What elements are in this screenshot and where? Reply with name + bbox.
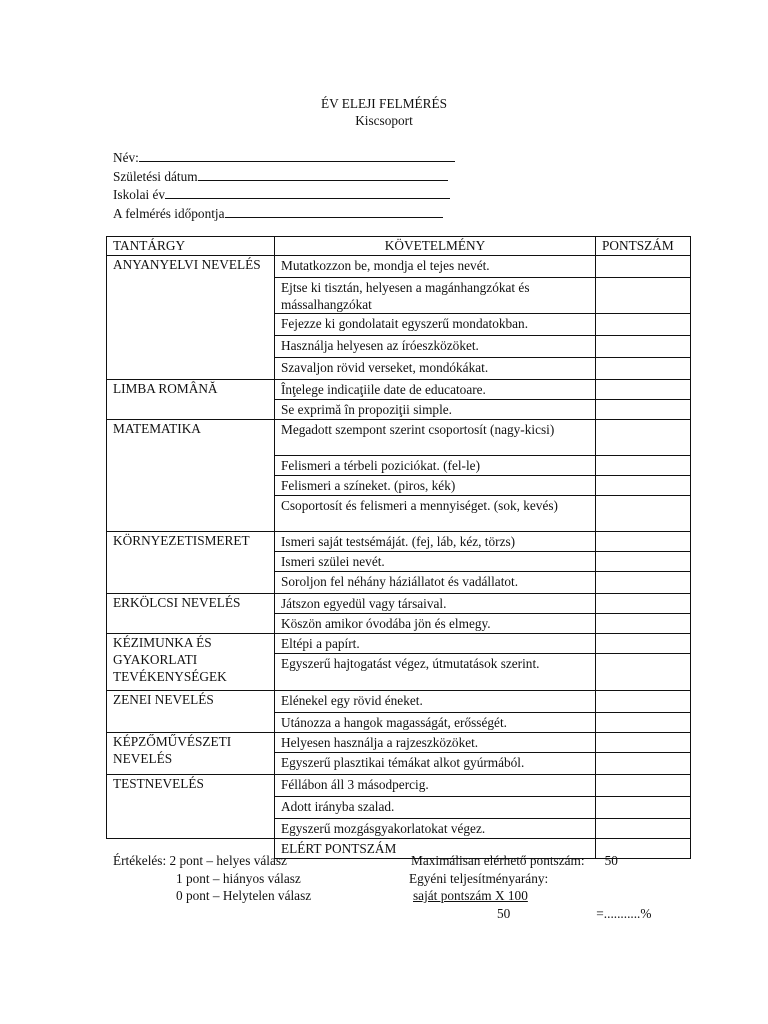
subject-cell: MATEMATIKA (107, 420, 275, 532)
score-cell[interactable] (596, 552, 691, 572)
requirement-cell: Mutatkozzon be, mondja el tejes nevét. (275, 256, 596, 278)
score-cell[interactable] (596, 420, 691, 456)
subject-cell: ZENEI NEVELÉS (107, 691, 275, 733)
evaluation-line: 0 pont – Helytelen válasz (176, 888, 312, 903)
header-subject: TANTÁRGY (107, 237, 275, 256)
header-score: PONTSZÁM (596, 237, 691, 256)
requirement-cell: Felismeri a színeket. (piros, kék) (275, 476, 596, 496)
score-cell[interactable] (596, 380, 691, 400)
table-row (107, 594, 691, 614)
score-cell[interactable] (596, 400, 691, 420)
score-cell[interactable] (596, 572, 691, 594)
birthdate-blank[interactable] (198, 167, 448, 181)
subject-cell: KÖRNYEZETISMERET (107, 532, 275, 594)
header-requirement: KÖVETELMÉNY (275, 237, 596, 256)
requirement-cell: Egyszerű plasztikai témákat alkot gyúrmából. (275, 753, 596, 775)
table-row (107, 691, 691, 713)
requirement-cell: Utánozza a hangok magasságát, erősségét. (275, 713, 596, 733)
assessment-date-blank[interactable] (225, 204, 443, 218)
table-row (107, 256, 691, 278)
evaluation-legend (113, 852, 311, 905)
requirement-cell: Egyszerű mozgásgyakorlatokat végez. (275, 819, 596, 839)
score-cell[interactable] (596, 819, 691, 839)
school-year-label: Iskolai év (113, 187, 166, 202)
requirement-cell: Csoportosít és felismeri a mennyiséget. (sok, kevés) (275, 496, 596, 532)
requirement-cell: Egyszerű hajtogatást végez, útmutatások szerint. (275, 654, 596, 691)
requirement-cell: Eltépi a papírt. (275, 634, 596, 654)
subject-cell: KÉPZŐMŰVÉSZETI NEVELÉS (107, 733, 275, 775)
requirement-cell: Játszon egyedül vagy társaival. (275, 594, 596, 614)
score-cell[interactable] (596, 634, 691, 654)
requirement-cell: Fejezze ki gondolatait egyszerű mondatokban. (275, 314, 596, 336)
assessment-date-label: A felmérés időpontja (113, 205, 225, 221)
score-cell[interactable] (596, 496, 691, 532)
requirement-cell: Ismeri szülei nevét. (275, 552, 596, 572)
table-header-row (107, 237, 691, 256)
table-row (107, 420, 691, 456)
requirement-cell: Soroljon fel néhány háziállatot és vadállatot. (275, 572, 596, 594)
subject-cell: ANYANYELVI NEVELÉS (107, 256, 275, 380)
name-field[interactable] (113, 148, 455, 167)
score-cell[interactable] (596, 775, 691, 797)
requirement-cell: Féllábon áll 3 másodpercig. (275, 775, 596, 797)
school-year-field[interactable] (113, 185, 455, 204)
score-cell[interactable] (596, 753, 691, 775)
score-cell[interactable] (596, 314, 691, 336)
table-row (107, 775, 691, 797)
score-cell[interactable] (596, 691, 691, 713)
score-cell[interactable] (596, 654, 691, 691)
subject-cell: KÉZIMUNKA ÉS GYAKORLATI TEVÉKENYSÉGEK (107, 634, 275, 691)
score-cell[interactable] (596, 336, 691, 358)
requirement-cell: Adott irányba szalad. (275, 797, 596, 819)
max-score-label: Maximálisan elérhető pontszám: (411, 853, 585, 868)
requirement-cell: Szavaljon rövid verseket, mondókákat. (275, 358, 596, 380)
student-info-fields (113, 148, 455, 222)
formula-result: =...........% (596, 905, 652, 921)
score-cell[interactable] (596, 476, 691, 496)
requirement-cell: Se exprimă în propoziţii simple. (275, 400, 596, 420)
assessment-date-field[interactable] (113, 204, 455, 223)
score-cell[interactable] (596, 278, 691, 314)
requirement-cell: Köszön amikor óvodába jön és elmegy. (275, 614, 596, 634)
requirement-cell: Înţelege indicaţiile date de educatoare. (275, 380, 596, 400)
total-label: ELÉRT PONTSZÁM (275, 839, 596, 859)
requirement-cell: Elénekel egy rövid éneket. (275, 691, 596, 713)
max-score-value: 50 (604, 853, 618, 868)
evaluation-label: Értékelés: (113, 853, 167, 868)
evaluation-line: 2 pont – helyes válasz (169, 853, 287, 868)
score-cell[interactable] (596, 358, 691, 380)
score-cell[interactable] (596, 733, 691, 753)
formula-numerator: saját pontszám X 100 (413, 888, 528, 903)
score-cell[interactable] (596, 594, 691, 614)
score-cell[interactable] (596, 256, 691, 278)
requirement-cell: Megadott szempont szerint csoportosít (nagy-kicsi) (275, 420, 596, 456)
document-subtitle: Kiscsoport (355, 113, 413, 128)
formula-denominator: 50 (497, 905, 511, 921)
birthdate-label: Születési dátum (113, 168, 198, 184)
assessment-table (106, 236, 691, 859)
subject-cell: ERKÖLCSI NEVELÉS (107, 594, 275, 634)
score-cell[interactable] (596, 532, 691, 552)
table-row (107, 733, 691, 753)
evaluation-line: 1 pont – hiányos válasz (176, 870, 301, 886)
score-cell[interactable] (596, 797, 691, 819)
requirement-cell: Felismeri a térbeli poziciókat. (fel-le) (275, 456, 596, 476)
table-row (107, 532, 691, 552)
birthdate-field[interactable] (113, 167, 455, 186)
table-row (107, 634, 691, 654)
score-summary (411, 852, 651, 922)
score-cell[interactable] (596, 456, 691, 476)
ratio-label: Egyéni teljesítményarány: (409, 870, 549, 886)
name-label: Név: (113, 150, 139, 165)
table-row (107, 380, 691, 400)
score-cell[interactable] (596, 713, 691, 733)
subject-cell: TESTNEVELÉS (107, 775, 275, 839)
score-cell[interactable] (596, 614, 691, 634)
name-blank[interactable] (139, 148, 455, 162)
requirement-cell: Használja helyesen az íróeszközöket. (275, 336, 596, 358)
document-title: ÉV ELEJI FELMÉRÉS (320, 96, 448, 111)
requirement-cell: Ismeri saját testsémáját. (fej, láb, kéz, törzs) (275, 532, 596, 552)
requirement-cell: Helyesen használja a rajzeszközöket. (275, 733, 596, 753)
subject-cell: LIMBA ROMÂNĂ (107, 380, 275, 420)
requirement-cell: Ejtse ki tisztán, helyesen a magánhangzókat és mássalhangzókat (275, 278, 596, 314)
page-title-block (0, 95, 768, 129)
school-year-blank[interactable] (165, 185, 450, 199)
